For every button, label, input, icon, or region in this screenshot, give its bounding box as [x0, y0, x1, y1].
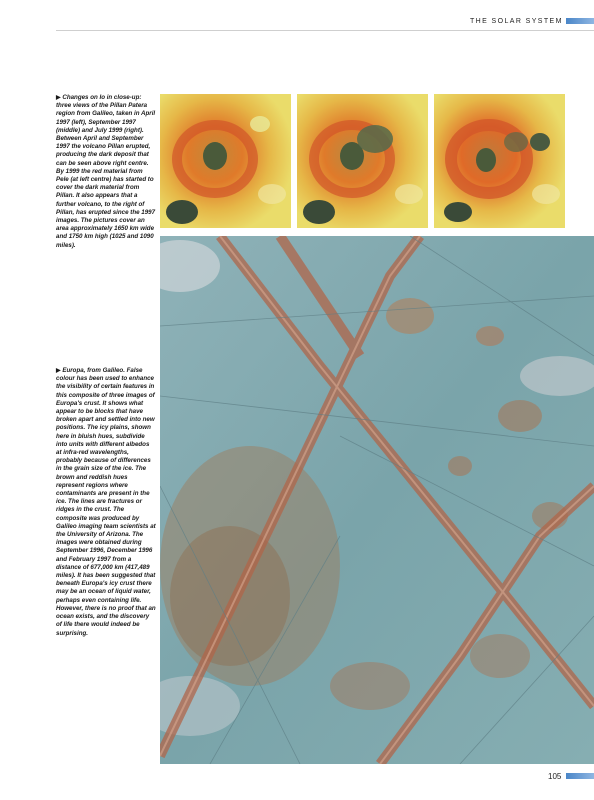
section-title: THE SOLAR SYSTEM: [470, 18, 563, 25]
io-image-july-1999: [434, 94, 565, 228]
io-caption-body: three views of the Pillan Patera region from Galileo, taken in April 1997 (left), September 1997 (middle) and July 1999 (right). Between April and September 1997 the volcano Pillan erupted, producing the dark deposit that can be seen above right centre. By 1999 the red material from Pele (at left centre) has started to cover the dark material from Pillan. It also appears that a further volcano, to the right of Pillan, has erupted since the 1997 images. The pictures cover an area approximately 1650 km wide and 1750 km high (1025 and 1090 miles).: [56, 102, 156, 249]
europa-composite-image: [160, 236, 594, 764]
europa-caption-body: False colour has been used to enhance the visibility of certain features in this composite of three images of Europa's crust. It shows what appear to be blocks that have broken apart and settled into new positions. The icy plains, shown here in bluish hues, subdivide into units with different albedos at infra-red wavelengths, probably because of differences in the grain size of the ice. The brown and reddish hues represent regions where contaminants are present in the ice. The lines are fractures or ridges in the crust. The composite was produced by Galileo imaging team scientists at the University of Arizona. The images were obtained during September 1996, December 1996 and February 1997 from a distance of 677,000 km (417,489 miles). It has been suggested that beneath Europa's icy crust there may be an ocean of liquid water, perhaps even containing life. However, there is no proof that an ocean exists, and the discovery of life there would indeed be surprising.: [56, 367, 156, 637]
io-image-september-1997: [297, 94, 428, 228]
io-caption: [56, 94, 156, 250]
caption-arrow-icon: ▶: [56, 95, 61, 101]
header-rule: [56, 30, 594, 31]
caption-arrow-icon: ▶: [56, 368, 61, 374]
io-caption-heading: Changes on Io in close-up:: [62, 94, 142, 101]
europa-caption: [56, 367, 156, 638]
io-image-april-1997: [160, 94, 291, 228]
header-accent-bar: [566, 18, 594, 24]
europa-caption-heading: Europa, from Galileo.: [62, 367, 125, 374]
page-number: 105: [548, 772, 562, 781]
footer-accent-bar: [566, 773, 594, 779]
